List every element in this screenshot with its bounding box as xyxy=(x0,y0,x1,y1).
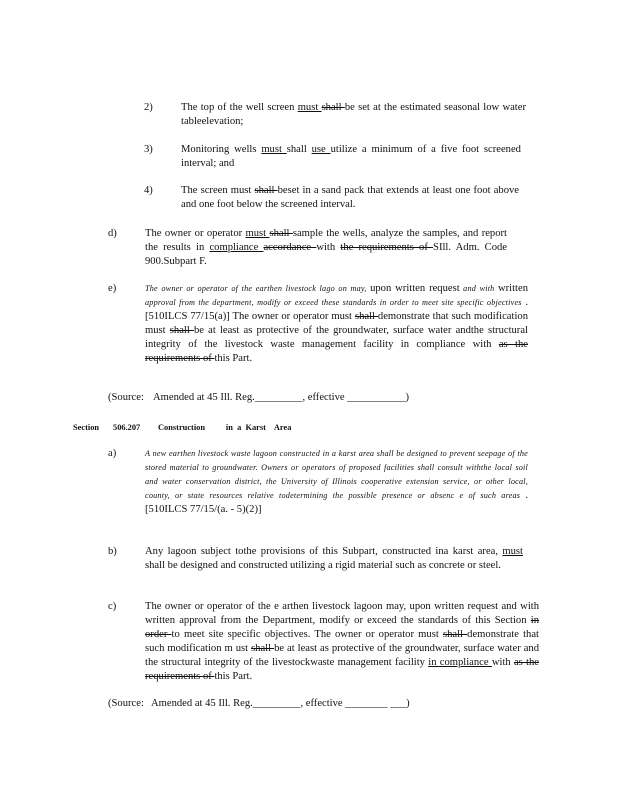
paragraph-item-a xyxy=(145,447,528,517)
text-run: Any lagoon subject tothe provisions of this Subpart, constructed ina karst area, xyxy=(145,546,503,557)
text-run: Monitoring wells xyxy=(181,144,262,155)
section-number: 506.207 xyxy=(113,423,141,432)
text-run: approval from the department, modify or exceed these standards in order to meet site specific objectives xyxy=(145,298,522,307)
text-run: this Part. xyxy=(214,353,253,364)
item-marker: 3) xyxy=(144,144,153,155)
inserted-text: must xyxy=(261,144,287,155)
text-run: The top of the well screen xyxy=(181,102,298,113)
deleted-text: shall xyxy=(321,102,345,113)
deleted-text: as the requirements of xyxy=(145,339,528,364)
text-run: The owner or operator of the e arthen livestock lagoon may, upon written request and with written approval from the Department, modify or exceed the standards of this Section xyxy=(145,601,539,626)
deleted-text: the requirements of xyxy=(340,242,434,253)
text-run: shall xyxy=(286,144,312,155)
source-label: (Source: xyxy=(108,392,144,403)
inserted-text: in compliance xyxy=(428,657,492,668)
text-run: written xyxy=(497,283,528,294)
deleted-text: in order xyxy=(145,615,539,640)
deleted-text: shall xyxy=(251,643,275,654)
text-run: The owner or operator xyxy=(145,228,246,239)
deleted-text: shall xyxy=(442,629,468,640)
inserted-text: must xyxy=(502,546,523,557)
item-marker: a) xyxy=(108,448,117,459)
deleted-text: shall xyxy=(254,185,278,196)
inserted-text: must xyxy=(297,102,322,113)
paragraph-item-e xyxy=(145,282,528,366)
paragraph-item-b xyxy=(145,545,523,573)
paragraph-item-d xyxy=(145,227,507,269)
text-run: to meet site specific objectives. The owner or operator must xyxy=(171,629,443,640)
text-run: demonstrate that such modification m ust xyxy=(145,629,540,654)
deleted-text: shall xyxy=(354,311,378,322)
text-run: be at least as protective of the groundwater, surface water and the structural integrity of the livestockwaste management facility xyxy=(145,643,539,668)
text-run: be at least as protective of the groundwater, surface water andthe structural integrity of the livestock waste management facility in compliance with xyxy=(145,325,528,350)
text-run: . [510ILCS 77/15/(a. - 5)(2)] xyxy=(145,490,528,515)
source-label: (Source: xyxy=(108,698,144,709)
paragraph-item-c xyxy=(145,600,539,684)
text-run: with xyxy=(491,657,514,668)
text-run: Amended at 45 Ill. Reg._________, effective ________ ___) xyxy=(151,698,410,709)
paragraph-item-2 xyxy=(181,101,526,129)
text-run: Amended at 45 Ill. Reg._________, effective ___________) xyxy=(153,392,410,403)
source-note xyxy=(153,391,493,405)
text-run: shall be designed and constructed utilizing a rigid material such as concrete or steel. xyxy=(145,560,501,571)
source-note xyxy=(151,697,491,711)
paragraph-item-4 xyxy=(181,184,519,212)
text-run: demonstrate that such modification must xyxy=(145,311,528,336)
deleted-text: shall xyxy=(169,325,194,336)
text-run: SIll. Adm. Code 900.Subpart F. xyxy=(145,242,508,267)
deleted-text: accordance xyxy=(263,242,317,253)
section-title: Construction in a Karst Area xyxy=(158,423,292,432)
deleted-text: shall xyxy=(269,228,293,239)
text-run: The screen must xyxy=(181,185,255,196)
inserted-text: use xyxy=(311,144,331,155)
text-run: beset in a sand pack that extends at least one foot above and one foot below the screened interval. xyxy=(181,185,519,210)
item-marker: c) xyxy=(108,601,117,612)
text-run: . [510ILCS 77/15(a)] The owner or operator must xyxy=(145,297,529,322)
item-marker: 4) xyxy=(144,185,153,196)
item-marker: d) xyxy=(108,228,117,239)
text-run: and with xyxy=(459,284,498,293)
text-run: sample the wells, analyze the samples, and report the results in xyxy=(145,228,507,253)
inserted-text: must xyxy=(245,228,270,239)
paragraph-item-3 xyxy=(181,143,521,171)
item-marker: e) xyxy=(108,283,117,294)
text-run: utilize a minimum of a five foot screened interval; and xyxy=(181,144,521,169)
deleted-text: as the requirements of xyxy=(145,657,540,682)
text-run: upon written request xyxy=(370,283,460,294)
text-run: with xyxy=(316,242,341,253)
text-run: The owner or operator of the earthen livestock lago on may, xyxy=(145,284,371,293)
item-marker: b) xyxy=(108,546,117,557)
section-label: Section xyxy=(73,423,100,432)
text-run: A new earthen livestock waste lagoon constructed in a karst area shall be designed to prevent seepage of the stored material to groundwater. Owners or operators of proposed facilities shall consult withthe local soil and water conservation district, the University of Illinois cooperative extension service, or other local, county, or state resources relative todetermining the possible presence or absenc e of such areas xyxy=(145,449,528,500)
text-run: be set at the estimated seasonal low water tableelevation; xyxy=(181,102,526,127)
inserted-text: compliance xyxy=(209,242,264,253)
item-marker: 2) xyxy=(144,102,153,113)
text-run: this Part. xyxy=(214,671,253,682)
